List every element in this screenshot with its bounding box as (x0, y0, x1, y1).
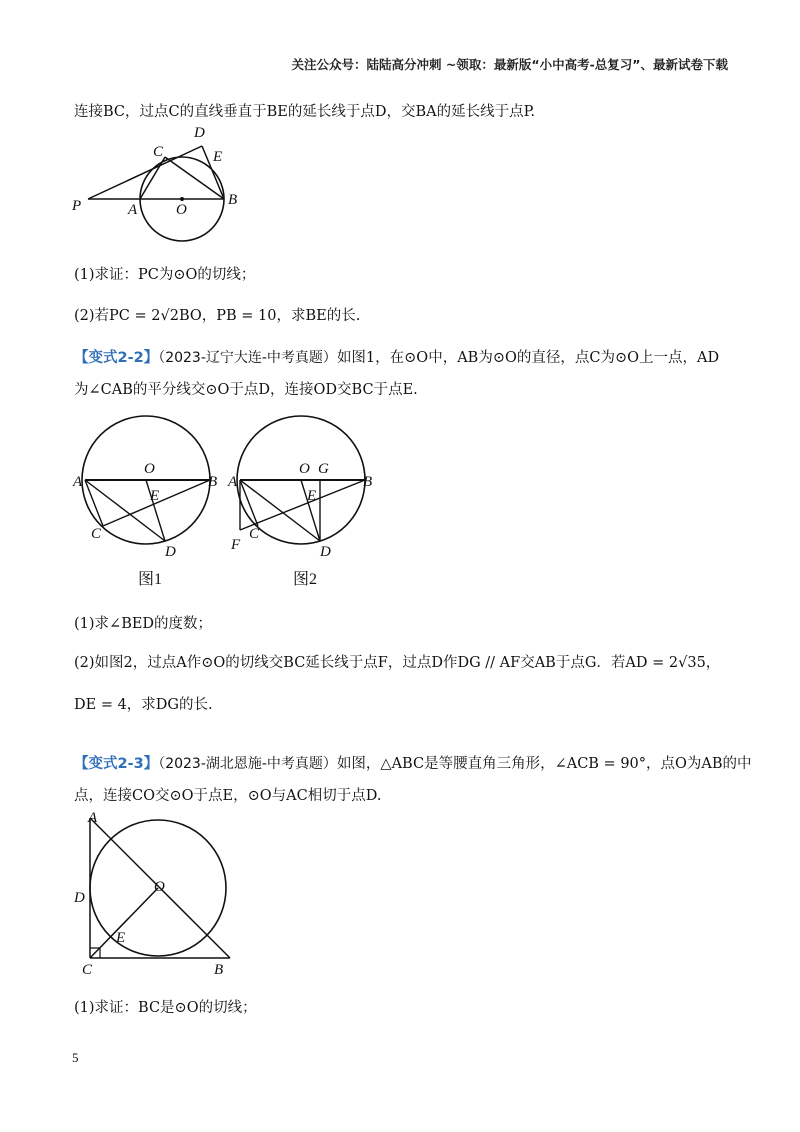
fig3-label-b: B (214, 962, 224, 978)
fig1-label-b: B (208, 474, 218, 490)
variant-tag: 【变式2-3】 (74, 756, 159, 772)
variant-source: （2023-湖北恩施-中考真题） (158, 756, 337, 772)
variant-2-3-line2: 点，连接CO交⊙O于点E，⊙O与AC相切于点D. (74, 788, 382, 804)
fig2-label-f: F (231, 537, 241, 553)
fig1-caption: 图1 (138, 571, 163, 588)
question-2: (2)若PC = 2√2BO，PB = 10，求BE的长. (74, 308, 361, 324)
question-1: (1)求证：PC为⊙O的切线； (74, 267, 256, 283)
label-e: E (213, 149, 223, 165)
fig3-label-d: D (74, 890, 85, 906)
fig2-label-e: E (307, 488, 317, 504)
label-d: D (194, 125, 205, 141)
label-p: P (72, 198, 82, 214)
fig1-label-d: D (165, 544, 176, 560)
variant-tag: 【变式2-2】 (74, 350, 159, 366)
variant-text: 如图，△ABC是等腰直角三角形，∠ACB = 90°，点O为AB的中 (336, 756, 752, 772)
fig3-label-a: A (88, 810, 98, 826)
label-b: B (228, 192, 238, 208)
fig1-label-o: O (144, 461, 155, 477)
question-2-3-1: (1)求证：BC是⊙O的切线； (74, 1000, 257, 1016)
fig1-label-c: C (91, 526, 102, 542)
fig1-label-a: A (73, 474, 83, 490)
variant-text: 如图1，在⊙O中，AB为⊙O的直径，点C为⊙O上一点，AD (336, 350, 720, 366)
figure-2 (225, 408, 385, 592)
label-a: A (128, 202, 138, 218)
fig2-label-g: G (318, 461, 329, 477)
fig2-label-d: D (320, 544, 331, 560)
question-2-2-2a: (2)如图2，过点A作⊙O的切线交BC延长线于点F，过点D作DG // AF交AB于点G．若AD = 2√35， (74, 655, 721, 671)
fig2-label-a: A (228, 474, 238, 490)
problem-intro: 连接BC，过点C的直线垂直于BE的延长线于点D，交BA的延长线于点P. (74, 104, 536, 120)
variant-2-2-line1 (74, 346, 719, 367)
center-dot (180, 197, 184, 201)
fig3-label-c: C (82, 962, 93, 978)
figure-isosceles (70, 808, 240, 980)
page-header: 关注公众号：陆陆高分冲刺 ~领取：最新版“小中高考-总复习”、最新试卷下载 (291, 57, 728, 72)
question-2-2-2b: DE = 4，求DG的长. (74, 697, 213, 713)
page-number: 5 (72, 1050, 79, 1065)
fig3-label-e: E (116, 930, 126, 946)
variant-2-2-line2: 为∠CAB的平分线交⊙O于点D，连接OD交BC于点E. (74, 382, 418, 398)
label-c: C (153, 144, 164, 160)
fig1-label-e: E (150, 488, 160, 504)
variant-source: （2023-辽宁大连-中考真题） (158, 350, 337, 366)
label-o: O (176, 202, 187, 218)
line-ac (140, 157, 165, 199)
fig2-caption: 图2 (293, 571, 318, 588)
figure-1 (70, 408, 230, 592)
fig2-label-c: C (249, 526, 260, 542)
fig3-label-o: O (154, 879, 165, 895)
question-2-2-1: (1)求∠BED的度数； (74, 616, 213, 632)
figure-tangent-pc (66, 122, 266, 248)
variant-2-3-line1 (74, 752, 752, 773)
fig2-label-b: B (363, 474, 373, 490)
fig2-label-o: O (299, 461, 310, 477)
